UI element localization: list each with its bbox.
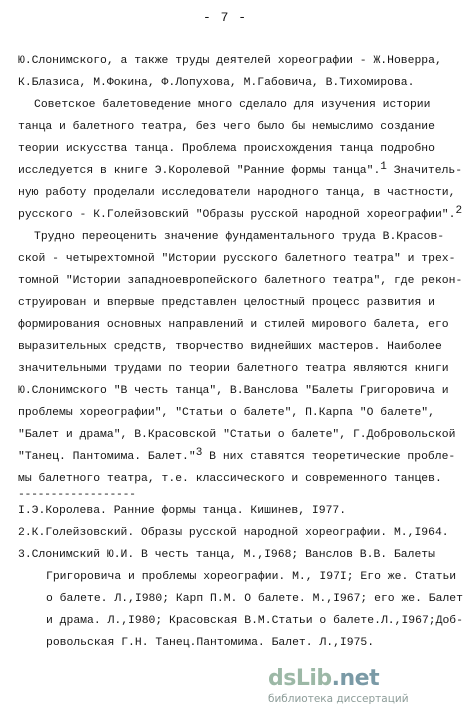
footnote-1: I.Э.Королева. Ранние формы танца. Кишинев, I977. <box>18 505 347 517</box>
footnote-ref-1: 1 <box>380 161 387 173</box>
text-line: "Балет и драма", В.Красовской "Статьи о балете", Г.Добровольской <box>18 429 456 441</box>
text-line: ную работу проделали исследователи народного танца, в частности, <box>18 187 456 199</box>
footnote-ref-2: 2 <box>455 205 463 217</box>
text-span: балетного театра, т.е. классического и современного танцев. <box>38 473 442 485</box>
text-span: исследуется в книге Э.Королевой "Ранние формы танца". <box>18 165 381 177</box>
text-line: Ю.Слонимского, а также труды деятелей хореографии - Ж.Новерра, <box>18 55 442 67</box>
text-line <box>18 160 463 182</box>
text-line: выразительных средств, творчество виднейших мастеров. Наиболее <box>18 341 442 353</box>
text-line <box>18 204 463 226</box>
text-line: томной "Истории западноевропейского балетного театра", где рекон- <box>18 275 463 287</box>
text-line: значительными трудами по теории балетного театра являются книги <box>18 363 449 375</box>
watermark-logo <box>268 666 379 691</box>
text-line: К.Блазиса, М.Фокина, Ф.Лопухова, М.Габовича, В.Тихомирова. <box>18 77 415 89</box>
text-line <box>18 446 456 468</box>
paragraph-3 <box>18 226 463 490</box>
text-line: ской - четырехтомной "Истории русского балетного театра" и трех- <box>18 253 456 265</box>
dslib-watermark <box>268 666 444 706</box>
text-span: русского - К.Голейзовский "Образы русской народной хореографии". <box>18 209 456 221</box>
text-span: "Танец. Пантомима. Балет." <box>18 451 196 463</box>
text-line: Советское балетоведение много сделало для изучения истории <box>34 99 431 111</box>
watermark-logo-text: dsLib <box>268 666 332 691</box>
text-line: о балете. Л.,I980; Карп П.М. О балете. М.,I967; его же. Балет <box>46 593 463 605</box>
text-line: 3.Слонимский Ю.И. В честь танца, М.,I968; Ванслов В.В. Балеты <box>18 549 435 561</box>
text-line: теории искусства танца. Проблема происхождения танца подробно <box>18 143 435 155</box>
text-span: В них ставятся теоретические пробле- <box>202 451 456 463</box>
page-number: - 7 - <box>202 10 247 25</box>
text-line: и драма. Л.,I980; Красовская В.М.Статьи о балете.Л.,I967;Доб- <box>46 615 463 627</box>
footnote-separator: ------------------ <box>18 489 136 501</box>
text-span: мы <box>18 473 32 485</box>
text-line: Григоровича и проблемы хореографии. М., I97I; Его же. Статьи <box>46 571 457 583</box>
text-line: танца и балетного театра, без чего было бы немыслимо создание <box>18 121 435 133</box>
watermark-subtitle: библиотека диссертаций <box>268 693 409 705</box>
text-line: Трудно переоценить значение фундаментального труда В.Красов- <box>34 231 445 243</box>
text-line: формирования основных направлений и стилей мирового балета, его <box>18 319 449 331</box>
paragraph-1 <box>18 50 442 94</box>
text-line: проблемы хореографии", "Статьи о балете", П.Карпа "О балете", <box>18 407 435 419</box>
text-line: струирован и впервые представлен целостный процесс развития и <box>18 297 435 309</box>
watermark-logo-suffix: .net <box>331 666 380 691</box>
footnote-3 <box>18 544 463 654</box>
document-body <box>18 50 463 654</box>
text-line <box>18 468 442 490</box>
text-line: Ю.Слонимского "В честь танца", В.Ванслова "Балеты Григоровича и <box>18 385 449 397</box>
text-line: ровольская Г.Н. Танец.Пантомима. Балет. Л.,I975. <box>46 637 375 649</box>
footnote-2: 2.К.Голейзовский. Образы русской народной хореографии. М.,I964. <box>18 527 449 539</box>
footnote-ref-3: 3 <box>195 447 203 459</box>
footnotes <box>18 500 463 654</box>
text-span: Значитель- <box>386 165 463 177</box>
paragraph-2 <box>18 94 463 226</box>
